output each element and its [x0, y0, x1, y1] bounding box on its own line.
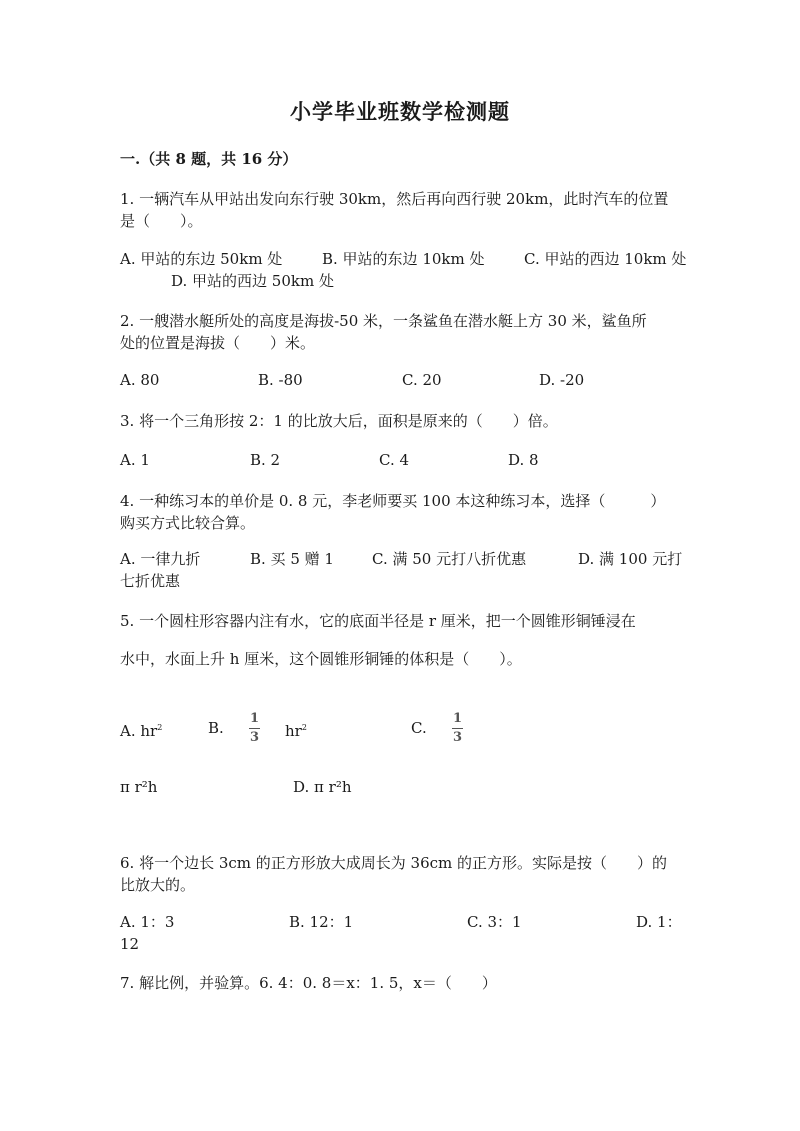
question-4-option-d[interactable]: D. 满 100 元打	[578, 550, 683, 568]
question-6-option-c[interactable]: C. 3：1	[467, 913, 522, 931]
superscript-2: 2	[301, 723, 307, 732]
question-6-option-a[interactable]: A. 1：3	[120, 913, 175, 931]
fraction-denominator: 3	[452, 730, 463, 745]
question-2-option-a[interactable]: A. 80	[120, 371, 160, 389]
question-1-option-b[interactable]: B. 甲站的东边 10km 处	[322, 250, 485, 268]
question-2-stem-line2: 处的位置是海拔（ ）米。	[120, 334, 316, 352]
question-2-stem-line1: 2. 一艘潜水艇所处的高度是海拔-50 米，一条鲨鱼在潜水艇上方 30 米，鲨鱼所	[120, 312, 647, 330]
question-4-stem-line1: 4. 一种练习本的单价是 0. 8 元，李老师要买 100 本这种练习本，选择（ ）	[120, 492, 666, 510]
fraction-one-third	[249, 711, 260, 746]
question-5-option-b-term	[285, 717, 307, 742]
question-2-option-b[interactable]: B. -80	[258, 371, 303, 389]
question-3-option-a[interactable]: A. 1	[120, 451, 150, 469]
question-4-option-b[interactable]: B. 买 5 赠 1	[250, 550, 334, 568]
question-3-stem: 3. 将一个三角形按 2：1 的比放大后，面积是原来的（ ）倍。	[120, 412, 558, 430]
question-6-stem-line1: 6. 将一个边长 3cm 的正方形放大成周长为 36cm 的正方形。实际是按（ ）的	[120, 854, 668, 872]
fraction-numerator: 1	[249, 711, 260, 726]
question-3-option-b[interactable]: B. 2	[250, 451, 281, 469]
fraction-bar	[249, 728, 260, 729]
question-5-option-b[interactable]: B.	[208, 719, 224, 737]
question-6-option-d[interactable]: D. 1：	[636, 913, 682, 931]
question-3-option-d[interactable]: D. 8	[508, 451, 539, 469]
question-6-stem-line2: 比放大的。	[120, 876, 196, 894]
question-5-option-b-text: hr	[285, 722, 302, 740]
question-5-stem-line2: 水中，水面上升 h 厘米，这个圆锥形铜锤的体积是（ ）。	[120, 650, 522, 668]
section-heading: 一.（共 8 题，共 16 分）	[120, 150, 298, 168]
question-1-stem-line1: 1. 一辆汽车从甲站出发向东行驶 30km，然后再向西行驶 20km，此时汽车的位置	[120, 190, 669, 208]
question-2-option-d[interactable]: D. -20	[539, 371, 585, 389]
question-6-option-d-continued: 12	[120, 935, 140, 953]
fraction-one-third	[452, 711, 463, 746]
question-2-option-c[interactable]: C. 20	[402, 371, 442, 389]
question-7-stem: 7. 解比例，并验算。6. 4：0. 8＝x：1. 5，x＝（ ）	[120, 974, 497, 992]
question-5-option-a[interactable]	[120, 717, 162, 742]
question-4-option-d-continued: 七折优惠	[120, 572, 181, 590]
question-5-stem-line1: 5. 一个圆柱形容器内注有水，它的底面半径是 r 厘米，把一个圆锥形铜锤浸在	[120, 612, 636, 630]
question-4-option-a[interactable]: A. 一律九折	[120, 550, 201, 568]
fraction-denominator: 3	[249, 730, 260, 745]
question-6-option-b[interactable]: B. 12：1	[289, 913, 354, 931]
question-4-option-c[interactable]: C. 满 50 元打八折优惠	[372, 550, 527, 568]
question-5-option-c-continued: π r²h	[120, 778, 158, 796]
question-1-stem-line2: 是（ ）。	[120, 212, 203, 230]
question-4-stem-line2: 购买方式比较合算。	[120, 514, 256, 532]
question-1-option-d[interactable]: D. 甲站的西边 50km 处	[171, 272, 334, 290]
fraction-bar	[452, 728, 463, 729]
question-5-option-d[interactable]: D. π r²h	[293, 778, 352, 796]
superscript-2: 2	[157, 723, 163, 732]
question-1-option-c[interactable]: C. 甲站的西边 10km 处	[524, 250, 687, 268]
question-1-option-a[interactable]: A. 甲站的东边 50km 处	[120, 250, 283, 268]
question-5-option-c[interactable]: C.	[411, 719, 427, 737]
question-3-option-c[interactable]: C. 4	[379, 451, 410, 469]
fraction-numerator: 1	[452, 711, 463, 726]
page-title: 小学毕业班数学检测题	[290, 99, 510, 124]
question-5-option-a-text: A. hr	[120, 722, 158, 740]
